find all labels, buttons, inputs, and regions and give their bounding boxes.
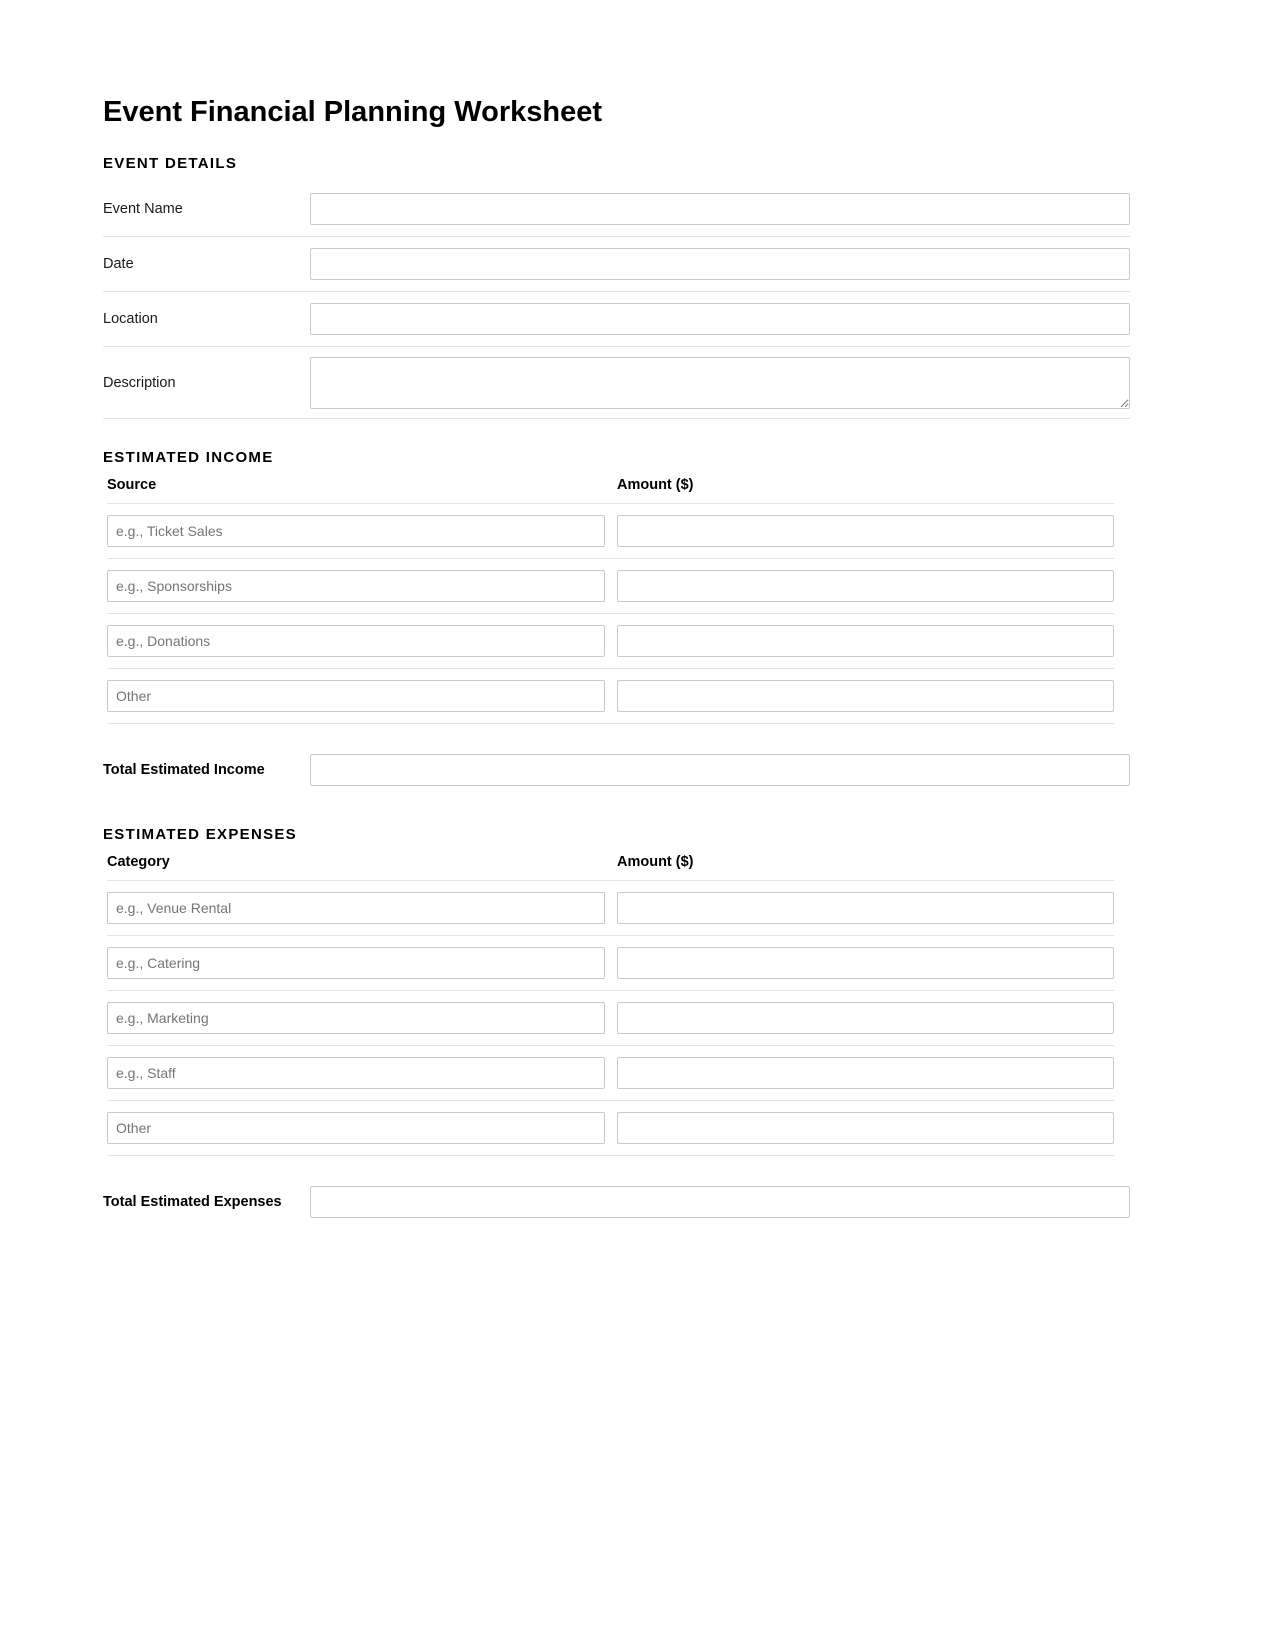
income-amount-cell [617, 570, 1114, 602]
expenses-col-header-category-wrap [107, 853, 617, 871]
expense-category-cell [107, 892, 617, 924]
expense-amount-input-2[interactable] [617, 947, 1114, 979]
section-heading-estimated-expenses: ESTIMATED EXPENSES [103, 826, 297, 844]
label-event-name: Event Name [103, 201, 183, 218]
field-wrap-total-income [310, 754, 1130, 786]
total-estimated-expenses-row [103, 1172, 1130, 1232]
expense-row [107, 881, 1114, 936]
income-source-input-3[interactable] [107, 625, 605, 657]
income-amount-cell [617, 515, 1114, 547]
income-table-header [107, 476, 1114, 504]
income-source-cell [107, 570, 617, 602]
expenses-col-header-amount: Amount ($) [617, 854, 694, 871]
expense-amount-cell [617, 947, 1114, 979]
expense-category-input-4[interactable] [107, 1057, 605, 1089]
event-name-input[interactable] [310, 193, 1130, 225]
field-wrap-description [310, 357, 1130, 409]
expense-category-input-3[interactable] [107, 1002, 605, 1034]
total-estimated-expenses-input[interactable] [310, 1186, 1130, 1218]
expense-amount-cell [617, 892, 1114, 924]
income-source-cell [107, 515, 617, 547]
income-row [107, 614, 1114, 669]
expense-amount-cell [617, 1057, 1114, 1089]
page-title: Event Financial Planning Worksheet [103, 96, 603, 128]
total-estimated-income-row [103, 740, 1130, 800]
field-wrap-total-expenses [310, 1186, 1130, 1218]
income-row [107, 559, 1114, 614]
expense-amount-input-1[interactable] [617, 892, 1114, 924]
section-estimated-expenses [103, 826, 1130, 1232]
expense-category-cell [107, 1002, 617, 1034]
income-amount-cell [617, 680, 1114, 712]
section-event-details [103, 155, 1130, 419]
expense-row [107, 1101, 1114, 1156]
income-col-header-amount-wrap [617, 476, 1114, 494]
income-source-cell [107, 625, 617, 657]
income-amount-input-3[interactable] [617, 625, 1114, 657]
expense-category-input-2[interactable] [107, 947, 605, 979]
field-wrap-date [310, 248, 1130, 280]
form-row-date [103, 237, 1130, 292]
form-row-location [103, 292, 1130, 347]
expense-amount-cell [617, 1112, 1114, 1144]
expense-category-cell [107, 1057, 617, 1089]
section-heading-estimated-income: ESTIMATED INCOME [103, 449, 274, 467]
expense-row [107, 1046, 1114, 1101]
field-wrap-location [310, 303, 1130, 335]
income-source-input-1[interactable] [107, 515, 605, 547]
expense-amount-input-4[interactable] [617, 1057, 1114, 1089]
label-description: Description [103, 374, 176, 391]
section-heading-event-details: EVENT DETAILS [103, 155, 238, 173]
income-col-header-source: Source [107, 477, 157, 494]
expense-row [107, 936, 1114, 991]
form-row-description [103, 347, 1130, 419]
income-row [107, 504, 1114, 559]
income-amount-cell [617, 625, 1114, 657]
expenses-col-header-category: Category [107, 854, 170, 871]
expenses-table [107, 853, 1114, 1156]
total-estimated-income-input[interactable] [310, 754, 1130, 786]
label-date: Date [103, 256, 134, 273]
income-col-header-amount: Amount ($) [617, 477, 694, 494]
field-wrap-event-name [310, 193, 1130, 225]
income-source-cell [107, 680, 617, 712]
expenses-col-header-amount-wrap [617, 853, 1114, 871]
expense-row [107, 991, 1114, 1046]
expense-category-cell [107, 947, 617, 979]
section-estimated-income [103, 449, 1130, 800]
label-location: Location [103, 311, 158, 328]
income-source-input-2[interactable] [107, 570, 605, 602]
expenses-table-header [107, 853, 1114, 881]
expense-category-input-5[interactable] [107, 1112, 605, 1144]
label-total-estimated-income: Total Estimated Income [103, 762, 265, 779]
income-source-input-4[interactable] [107, 680, 605, 712]
label-total-estimated-expenses: Total Estimated Expenses [103, 1194, 282, 1211]
income-row [107, 669, 1114, 724]
location-input[interactable] [310, 303, 1130, 335]
form-row-event-name [103, 182, 1130, 237]
expense-amount-cell [617, 1002, 1114, 1034]
income-amount-input-1[interactable] [617, 515, 1114, 547]
income-col-header-source-wrap [107, 476, 617, 494]
date-input[interactable] [310, 248, 1130, 280]
expense-category-input-1[interactable] [107, 892, 605, 924]
income-amount-input-2[interactable] [617, 570, 1114, 602]
expense-amount-input-5[interactable] [617, 1112, 1114, 1144]
expense-amount-input-3[interactable] [617, 1002, 1114, 1034]
expense-category-cell [107, 1112, 617, 1144]
description-textarea[interactable] [310, 357, 1130, 409]
income-table [107, 476, 1114, 724]
event-details-rows [103, 182, 1130, 419]
income-amount-input-4[interactable] [617, 680, 1114, 712]
